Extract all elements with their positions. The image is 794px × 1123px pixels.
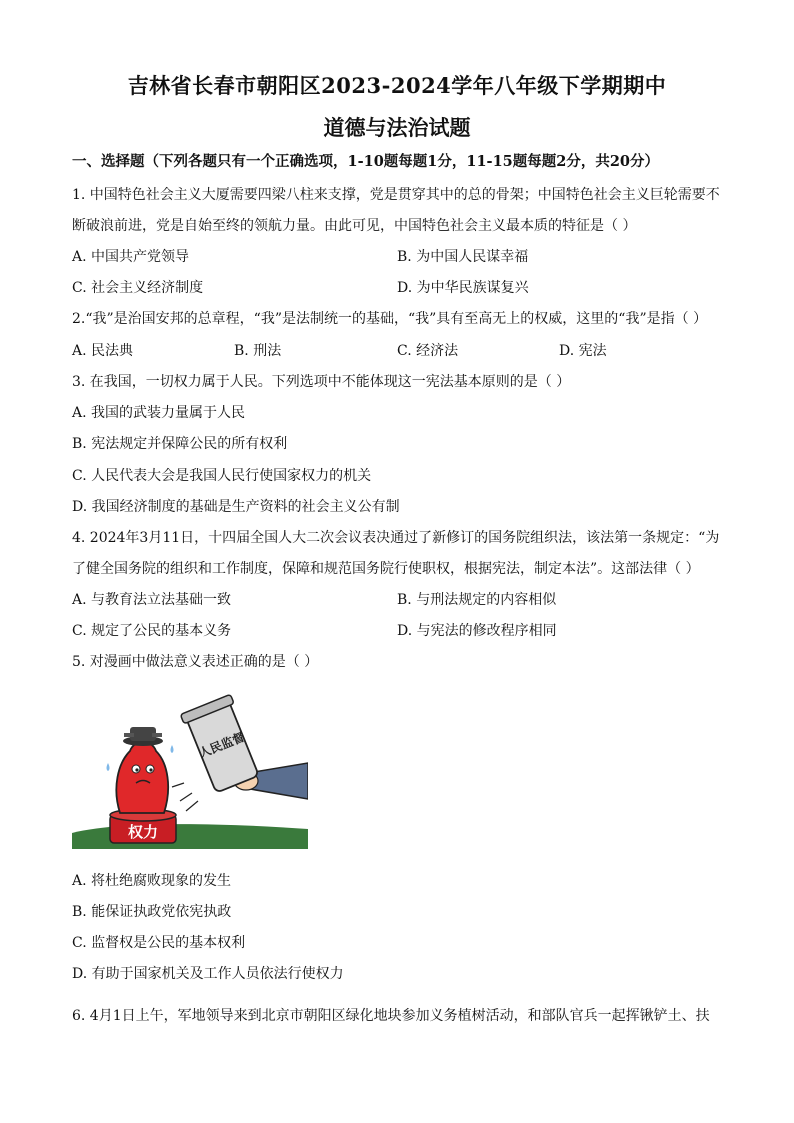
q4-option-d: D. 与宪法的修改程序相同 [397, 623, 557, 639]
cartoon-hat-wing-left [124, 733, 134, 737]
cartoon-pupil-left [135, 768, 138, 771]
cartoon-hat-wing-right [152, 733, 162, 737]
exam-title-line1: 吉林省长春市朝阳区2023-2024学年八年级下学期期中 [127, 73, 667, 98]
cartoon-label-supervision: 人民监督 [196, 729, 247, 761]
q2-stem: 2.“我”是治国安邦的总章程，“我”是法制统一的基础，“我”具有至高无上的权威，这里的“我”是指（ ） [72, 311, 708, 327]
q5-option-b: B. 能保证执政党依宪执政 [72, 904, 232, 920]
q1-option-c: C. 社会主义经济制度 [72, 280, 204, 296]
q5-stem: 5. 对漫画中做法意义表述正确的是（ ） [72, 654, 319, 670]
q2-option-a: A. 民法典 [72, 343, 134, 359]
cartoon-pupil-right [149, 768, 152, 771]
q2-option-b: B. 刑法 [234, 343, 282, 359]
q5-option-c: C. 监督权是公民的基本权利 [72, 935, 246, 951]
q1-stem-line2: 断破浪前进，党是自始至终的领航力量。由此可见，中国特色社会主义最本质的特征是（ ） [72, 218, 637, 234]
q3-option-b: B. 宪法规定并保障公民的所有权利 [72, 436, 288, 452]
q3-option-a: A. 我国的武装力量属于人民 [72, 405, 246, 421]
q4-option-c: C. 规定了公民的基本义务 [72, 623, 232, 639]
q5-option-a: A. 将杜绝腐败现象的发生 [72, 873, 232, 889]
q1-option-d: D. 为中华民族谋复兴 [397, 280, 529, 296]
q4-stem-line1: 4. 2024年3月11日，十四届全国人大二次会议表决通过了新修订的国务院组织法，该法第一条规定：“为 [72, 530, 720, 546]
q1-stem-line1: 1. 中国特色社会主义大厦需要四梁八柱来支撑，党是贯穿其中的总的骨架；中国特色社会主义巨轮需要不 [72, 187, 720, 203]
q1-option-a: A. 中国共产党领导 [72, 249, 190, 265]
q4-stem-line2: 了健全国务院的组织和工作制度，保障和规范国务院行使职权，根据宪法，制定本法”。这部法律（ ） [72, 561, 700, 577]
q2-option-d: D. 宪法 [559, 343, 607, 359]
q4-option-b: B. 与刑法规定的内容相似 [397, 592, 557, 608]
q3-option-c: C. 人民代表大会是我国人民行使国家权力的机关 [72, 468, 372, 484]
cartoon-label-power: 权力 [127, 823, 159, 841]
cartoon-ground [72, 824, 308, 849]
supervision-cartoon [72, 683, 308, 849]
q3-stem: 3. 在我国，一切权力属于人民。下列选项中不能体现这一宪法基本原则的是（ ） [72, 374, 571, 390]
q5-option-d: D. 有助于国家机关及工作人员依法行使权力 [72, 966, 344, 982]
q1-option-b: B. 为中国人民谋幸福 [397, 249, 529, 265]
exam-title-line2: 道德与法治试题 [323, 115, 471, 140]
q6-stem-line1: 6. 4月1日上午，军地领导来到北京市朝阳区绿化地块参加义务植树活动，和部队官兵一起挥锹铲土、扶 [72, 1008, 710, 1024]
q2-option-c: C. 经济法 [397, 343, 459, 359]
q3-option-d: D. 我国经济制度的基础是生产资料的社会主义公有制 [72, 499, 400, 515]
section-heading: 一、选择题（下列各题只有一个正确选项，1-10题每题1分，11-15题每题2分，共20分） [72, 153, 660, 170]
q4-option-a: A. 与教育法立法基础一致 [72, 592, 232, 608]
